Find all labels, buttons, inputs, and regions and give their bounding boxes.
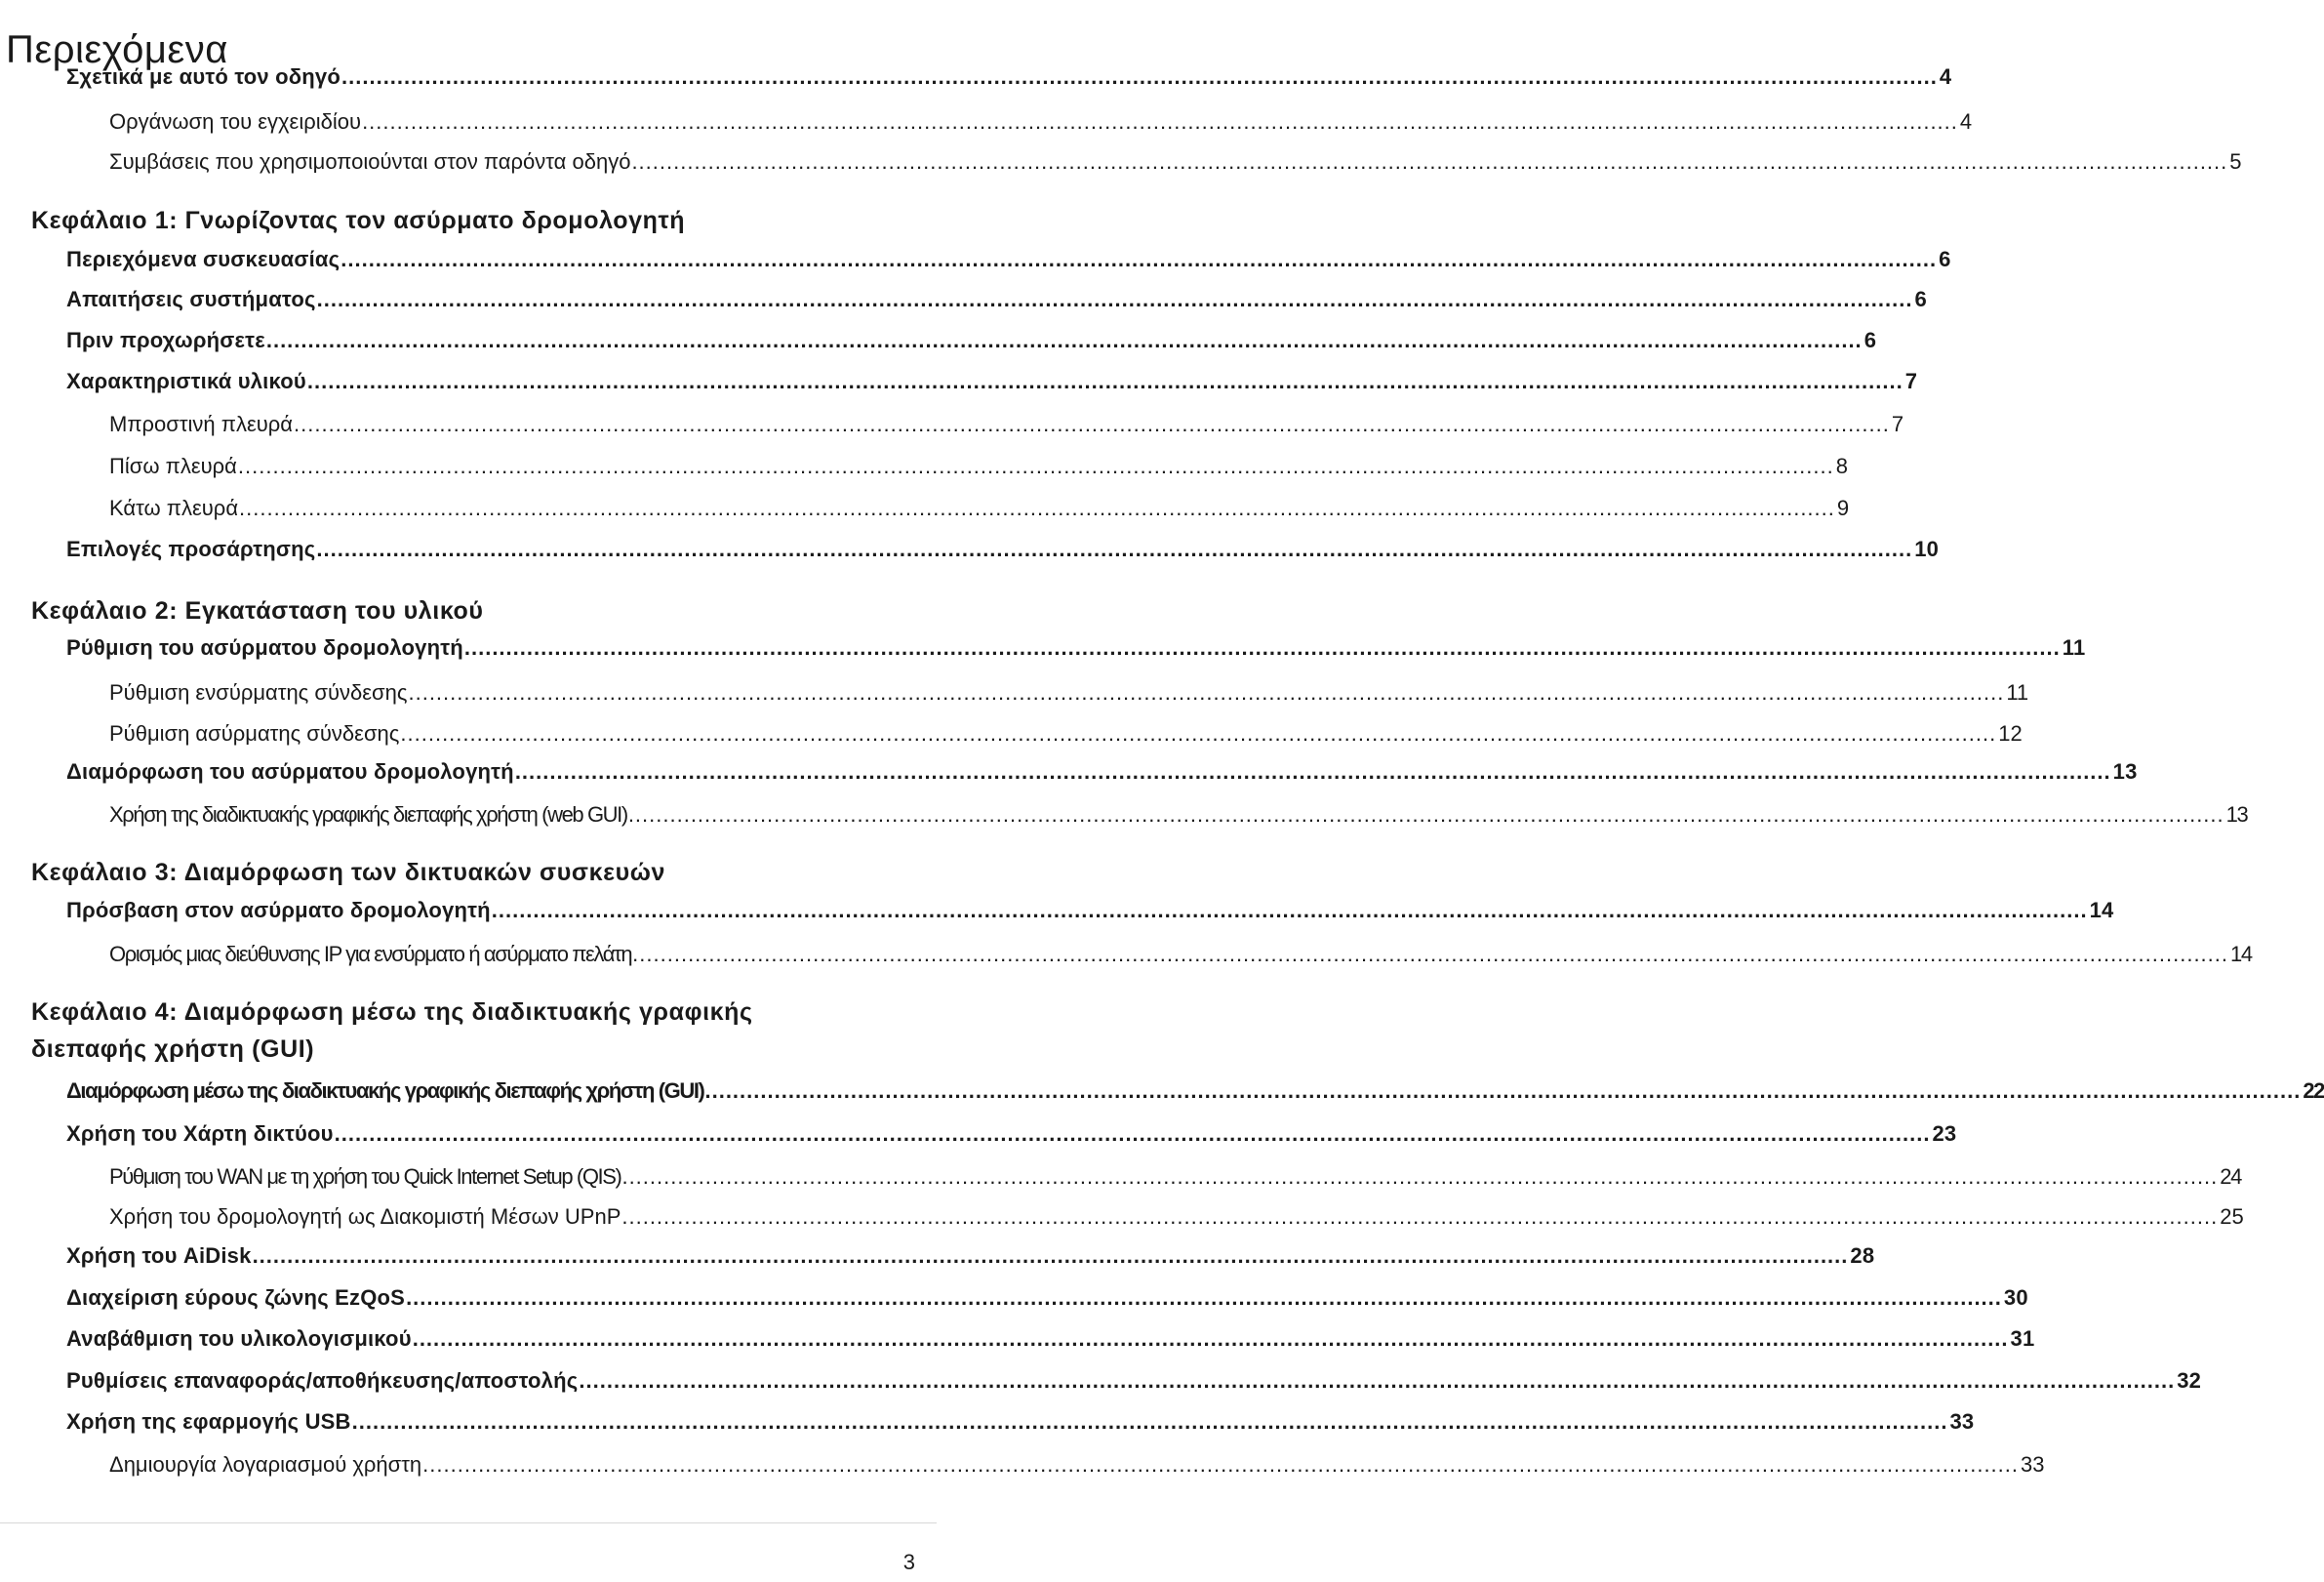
dot-leader: ...................................................................................................................................................................................................................................... [252, 1243, 1849, 1268]
dot-leader: ...................................................................................................................................................................................................................................... [341, 247, 1938, 271]
chapter-4-heading-continued: διεπαφής χρήστη (GUI) [31, 1035, 315, 1063]
toc-entry-text: Περιεχόμενα συσκευασίας [66, 247, 341, 271]
toc-entry-text: Πίσω πλευρά [109, 454, 237, 478]
toc-entry-conventions[interactable] [109, 149, 2242, 175]
page-title: Περιεχόμενα [6, 27, 228, 71]
toc-entry-router-configuration[interactable] [66, 759, 2138, 785]
toc-entry-about-guide[interactable] [66, 64, 1952, 90]
footer-divider [0, 1522, 937, 1523]
toc-entry-router-access[interactable] [66, 898, 2114, 923]
dot-leader: ...................................................................................................................................................................................................................................... [627, 802, 2224, 827]
chapter-1-heading: Κεφάλαιο 1: Γνωρίζοντας τον ασύρματο δρομολογητή [31, 207, 686, 234]
toc-page-number: 7 [1891, 412, 1904, 436]
toc-entry-text: Μπροστινή πλευρά [109, 412, 294, 436]
toc-entry-text: Σχετικά με αυτό τον οδηγό [66, 64, 341, 89]
toc-entry-text: Συμβάσεις που χρησιμοποιούνται στον παρόντα οδηγό [109, 149, 631, 174]
toc-page-number: 6 [1914, 287, 1927, 311]
dot-leader: ...................................................................................................................................................................................................................................... [351, 1409, 1948, 1434]
toc-entry-aidisk[interactable] [66, 1243, 1875, 1269]
toc-entry-text: Ρυθμίσεις επαναφοράς/αποθήκευσης/αποστολής [66, 1368, 579, 1393]
toc-entry-wan-qis[interactable] [109, 1164, 2241, 1190]
toc-entry-firmware-upgrade[interactable] [66, 1326, 2035, 1352]
dot-leader: ...................................................................................................................................................................................................................................... [294, 412, 1890, 436]
toc-entry-front-panel[interactable] [109, 412, 1904, 437]
toc-entry-text: Διαχείριση εύρους ζώνης EzQoS [66, 1285, 406, 1310]
toc-entry-upnp-media-server[interactable] [109, 1204, 2244, 1230]
toc-entry-usb-application[interactable] [66, 1409, 1975, 1435]
toc-entry-text: Διαμόρφωση μέσω της διαδικτυακής γραφικής διεπαφής χρήστη (GUI) [66, 1078, 704, 1103]
chapter-4-heading: Κεφάλαιο 4: Διαμόρφωση μέσω της διαδικτυακής γραφικής [31, 998, 753, 1026]
toc-page-number: 33 [1949, 1409, 1975, 1434]
toc-entry-user-account[interactable] [109, 1452, 2045, 1478]
toc-page-number: 12 [1998, 721, 2023, 746]
dot-leader: ...................................................................................................................................................................................................................................... [237, 454, 1834, 478]
page-number: 3 [902, 1550, 915, 1574]
dot-leader: ...................................................................................................................................................................................................................................... [362, 109, 1958, 134]
toc-entry-hardware-features[interactable] [66, 369, 1918, 394]
toc-entry-text: Ρύθμιση ενσύρματης σύνδεσης [109, 680, 408, 705]
dot-leader: ...................................................................................................................................................................................................................................... [316, 537, 1913, 561]
toc-page-number: 25 [2220, 1204, 2244, 1229]
toc-entry-text: Χρήση της διαδικτυακής γραφικής διεπαφής χρήστη (web GUI) [109, 802, 627, 827]
toc-entry-text: Κάτω πλευρά [109, 496, 239, 520]
toc-entry-ip-address[interactable] [109, 942, 2252, 967]
dot-leader: ...................................................................................................................................................................................................................................... [316, 287, 1913, 311]
toc-page-number: 14 [2230, 942, 2252, 966]
toc-entry-text: Χρήση της εφαρμογής USB [66, 1409, 351, 1434]
toc-entry-mounting-options[interactable] [66, 537, 1940, 562]
toc-entry-using-web-gui[interactable] [109, 802, 2248, 828]
toc-page-number: 32 [2177, 1368, 2202, 1393]
dot-leader: ...................................................................................................................................................................................................................................... [491, 898, 2088, 922]
toc-page-number: 22 [2303, 1078, 2324, 1103]
toc-page-number: 13 [2225, 802, 2248, 827]
toc-page-number: 30 [2003, 1285, 2028, 1310]
toc-page-number: 6 [1939, 247, 1951, 271]
dot-leader: ...................................................................................................................................................................................................................................... [334, 1121, 1931, 1146]
toc-entry-bottom-panel[interactable] [109, 496, 1850, 521]
toc-entry-text: Ρύθμιση ασύρματης σύνδεσης [109, 721, 400, 746]
dot-leader: ...................................................................................................................................................................................................................................... [341, 64, 1938, 89]
toc-entry-text: Χρήση του Χάρτη δικτύου [66, 1121, 334, 1146]
toc-page-number: 13 [2112, 759, 2138, 784]
dot-leader: ...................................................................................................................................................................................................................................... [400, 721, 1997, 746]
toc-entry-text: Απαιτήσεις συστήματος [66, 287, 316, 311]
dot-leader: ...................................................................................................................................................................................................................................... [579, 1368, 2176, 1393]
toc-entry-text: Επιλογές προσάρτησης [66, 537, 316, 561]
toc-entry-package-contents[interactable] [66, 247, 1951, 272]
toc-entry-text: Πριν προχωρήσετε [66, 328, 265, 352]
toc-entry-text: Ορισμός μιας διεύθυνσης IP για ενσύρματο ή ασύρματο πελάτη [109, 942, 632, 966]
toc-page-number: 7 [1904, 369, 1918, 393]
toc-page-number: 4 [1959, 109, 1973, 134]
toc-entry-restore-save-upload[interactable] [66, 1368, 2202, 1394]
dot-leader: ...................................................................................................................................................................................................................................... [412, 1326, 2009, 1351]
toc-entry-wireless-connection[interactable] [109, 721, 2023, 747]
toc-page-number: 10 [1914, 537, 1940, 561]
dot-leader: ...................................................................................................................................................................................................................................... [631, 149, 2228, 174]
toc-entry-text: Οργάνωση του εγχειριδίου [109, 109, 362, 134]
toc-entry-router-setup[interactable] [66, 635, 2086, 661]
toc-page-number: 14 [2089, 898, 2114, 922]
dot-leader: ...................................................................................................................................................................................................................................... [239, 496, 1835, 520]
toc-entry-text: Χρήση του δρομολογητή ως Διακομιστή Μέσων UPnP [109, 1204, 621, 1229]
toc-entry-system-requirements[interactable] [66, 287, 1927, 312]
toc-page-number: 31 [2010, 1326, 2035, 1351]
toc-entry-text: Πρόσβαση στον ασύρματο δρομολογητή [66, 898, 491, 922]
toc-page-number: 24 [2220, 1164, 2241, 1189]
dot-leader: ...................................................................................................................................................................................................................................... [463, 635, 2061, 660]
dot-leader: ...................................................................................................................................................................................................................................... [704, 1078, 2302, 1103]
toc-entry-rear-panel[interactable] [109, 454, 1848, 479]
toc-page-number: 4 [1939, 64, 1952, 89]
toc-page-number: 9 [1836, 496, 1850, 520]
toc-entry-text: Αναβάθμιση του υλικολογισμικού [66, 1326, 412, 1351]
dot-leader: ...................................................................................................................................................................................................................................... [621, 1164, 2219, 1189]
toc-page-number: 8 [1835, 454, 1848, 478]
dot-leader: ...................................................................................................................................................................................................................................... [422, 1452, 2020, 1477]
toc-page-number: 28 [1850, 1243, 1875, 1268]
toc-entry-network-map[interactable] [66, 1121, 1957, 1147]
toc-page-number: 33 [2021, 1452, 2045, 1477]
toc-entry-manual-organization[interactable] [109, 109, 1973, 135]
toc-entry-text: Χαρακτηριστικά υλικού [66, 369, 306, 393]
toc-entry-ezqos[interactable] [66, 1285, 2028, 1311]
dot-leader: ...................................................................................................................................................................................................................................... [632, 942, 2229, 966]
dot-leader: ...................................................................................................................................................................................................................................... [306, 369, 1903, 393]
toc-page-number: 5 [2229, 149, 2242, 174]
dot-leader: ...................................................................................................................................................................................................................................... [406, 1285, 2002, 1310]
toc-page-number: 11 [2062, 635, 2086, 660]
toc-entry-text: Ρύθμιση του ασύρματου δρομολογητή [66, 635, 463, 660]
toc-entry-text: Ρύθμιση του WAN με τη χρήση του Quick Internet Setup (QIS) [109, 1164, 621, 1189]
chapter-2-heading: Κεφάλαιο 2: Εγκατάσταση του υλικού [31, 597, 484, 625]
toc-page-number: 6 [1863, 328, 1877, 352]
dot-leader: ...................................................................................................................................................................................................................................... [408, 680, 2005, 705]
toc-entry-text: Διαμόρφωση του ασύρματου δρομολογητή [66, 759, 514, 784]
toc-page-number: 11 [2006, 680, 2029, 705]
toc-entry-text: Χρήση του AiDisk [66, 1243, 252, 1268]
toc-page-number: 23 [1932, 1121, 1957, 1146]
toc-entry-wired-connection[interactable] [109, 680, 2029, 706]
dot-leader: ...................................................................................................................................................................................................................................... [514, 759, 2111, 784]
toc-entry-text: Δημιουργία λογαριασμού χρήστη [109, 1452, 422, 1477]
toc-entry-before-proceeding[interactable] [66, 328, 1877, 353]
toc-entry-gui-configuration[interactable] [66, 1078, 2324, 1104]
dot-leader: ...................................................................................................................................................................................................................................... [621, 1204, 2219, 1229]
chapter-3-heading: Κεφάλαιο 3: Διαμόρφωση των δικτυακών συσκευών [31, 859, 665, 886]
dot-leader: ...................................................................................................................................................................................................................................... [265, 328, 1863, 352]
